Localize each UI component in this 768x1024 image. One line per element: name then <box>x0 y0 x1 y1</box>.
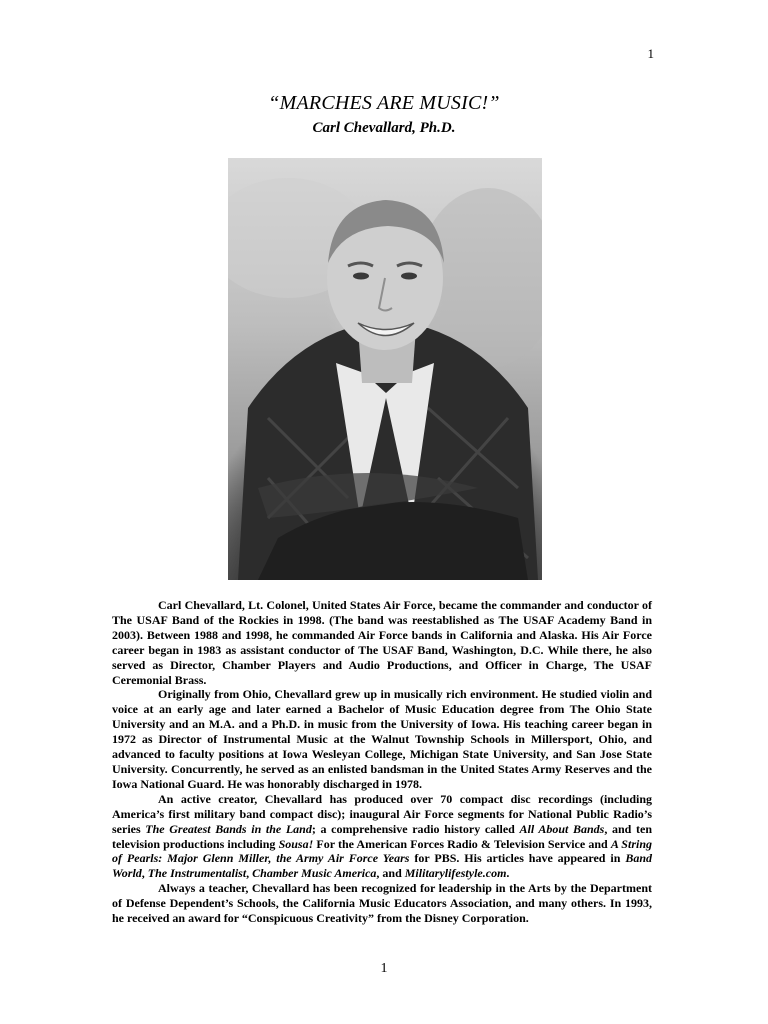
text-run: , and ten television productions including <box>112 821 652 851</box>
page-number-top: 1 <box>647 46 654 61</box>
text-run: , <box>246 866 253 881</box>
text-run: An active creator, Chevallard has produced over 70 compact disc recordings (including America’s first military band compact disc); inaugural Air Force segments for National Public Radio’s series <box>112 791 652 836</box>
text-run: for PBS. His articles have appeared in <box>409 851 626 866</box>
publication-title-italic: The Instrumentalist <box>147 866 247 881</box>
paragraph-4: Always a teacher, Chevallard has been recognized for leadership in the Arts by the Department of Defense Dependent’s Schools, the California Music Educators Association, and many others. In 1993, he received an award for “Conspicuous Creativity” from the Disney Corporation. <box>112 881 652 926</box>
author-name: Carl Chevallard, Ph.D. <box>312 120 456 136</box>
text-run: , and <box>376 866 405 881</box>
portrait-illustration <box>228 158 542 580</box>
text-run: . <box>506 866 510 881</box>
portrait-photo <box>228 158 542 580</box>
document-title: “MARCHES ARE MUSIC!” <box>268 92 500 114</box>
text-run: , <box>141 866 148 881</box>
text-run: For the American Forces Radio & Television Service and <box>313 836 611 851</box>
paragraph-3 <box>112 792 652 881</box>
paragraph-2: Originally from Ohio, Chevallard grew up in musically rich environment. He studied violin and voice at an early age and later earned a Bachelor of Music Education degree from The Ohio State University and an M.A. and a Ph.D. in music from the University of Iowa. His teaching career began in 1972 as Director of Instrumental Music at the Walnut Township Schools in Millersport, Ohio, and advanced to faculty positions at Iowa Wesleyan College, Michigan State University, and San Jose State University. Concurrently, he served as an enlisted bandsman in the United States Army Reserves and the Iowa National Guard. He was honorably discharged in 1978. <box>112 687 652 791</box>
production-title-italic: A String of Pearls: Major Glenn Miller, the Army Air Force Years <box>112 836 652 866</box>
publication-title-italic: Chamber Music America <box>252 866 377 881</box>
paragraph-1: Carl Chevallard, Lt. Colonel, United States Air Force, became the commander and conductor of The USAF Band of the Rockies in 1998. (The band was reestablished as The USAF Academy Band in 2003). Between 1988 and 1998, he commanded Air Force bands in California and Alaska. His Air Force career began in 1983 as assistant conductor of The USAF Band, Washington, D.C. While there, he also served as Director, Chamber Players and Audio Productions, and Officer in Charge, The USAF Ceremonial Brass. <box>112 598 652 687</box>
publication-title-italic: Band World <box>112 851 652 881</box>
page-number-bottom: 1 <box>380 961 388 976</box>
publication-title-italic: Militarylifestyle.com <box>404 866 507 881</box>
text-run: ; a comprehensive radio history called <box>311 821 520 836</box>
production-title-italic: Sousa! <box>278 836 314 851</box>
series-title-italic: The Greatest Bands in the Land <box>145 821 312 836</box>
series-title-italic: All About Bands <box>519 821 605 836</box>
biography-text <box>112 598 652 926</box>
